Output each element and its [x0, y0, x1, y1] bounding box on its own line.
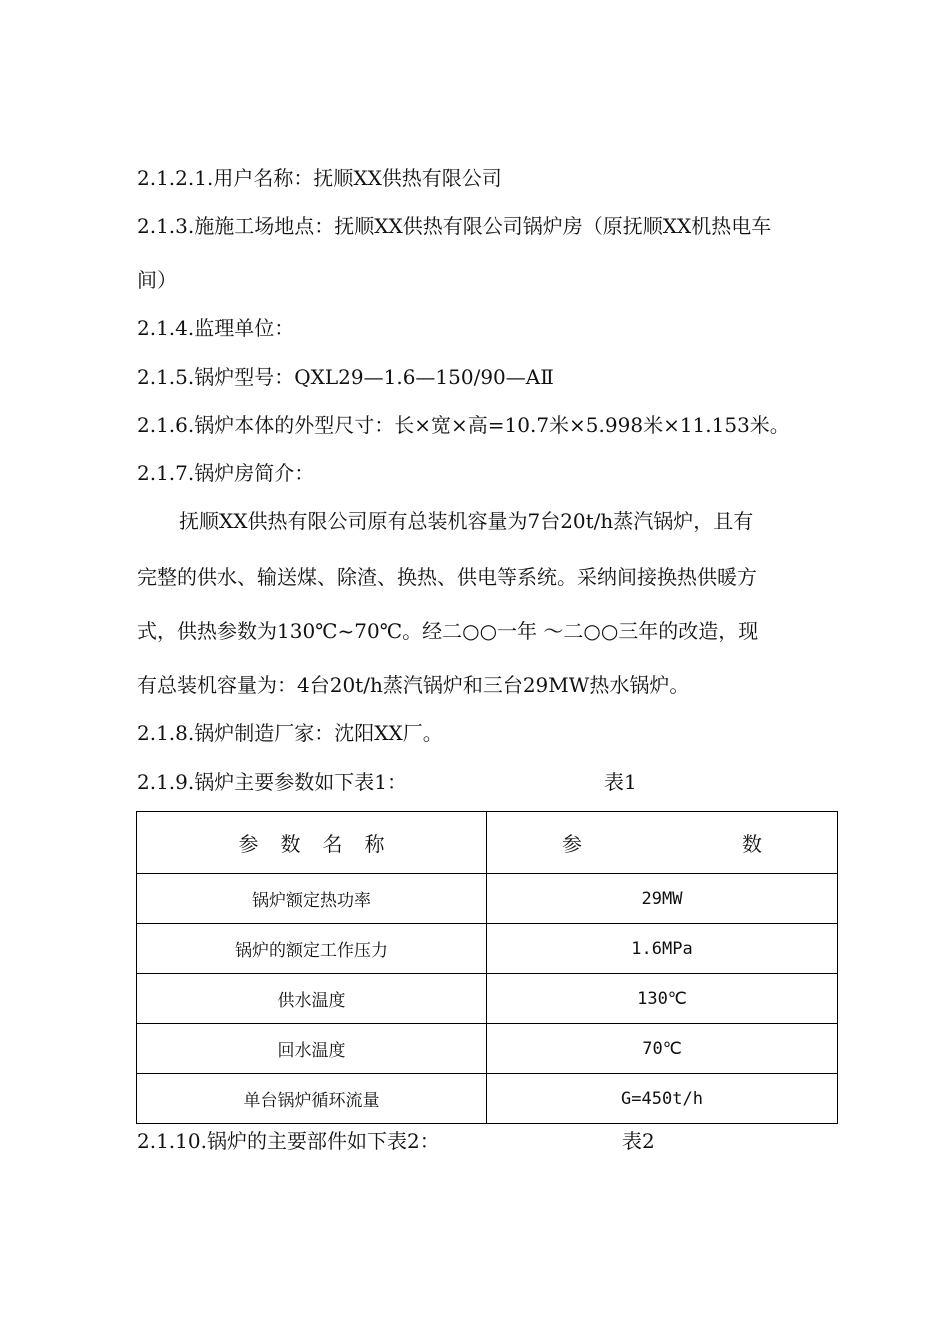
- intro-line-1: 抚顺XX供热有限公司原有总装机容量为7台20t/h蒸汽锅炉，且有: [179, 509, 754, 533]
- header-param-value: [487, 812, 838, 874]
- param-name-cell: 单台锅炉循环流量: [137, 1074, 487, 1124]
- param-value-cell: 130℃: [487, 974, 838, 1024]
- table-row: [137, 1074, 838, 1124]
- table1-caption: 2.1.9.锅炉主要参数如下表1：: [137, 770, 407, 794]
- table-row: [137, 1024, 838, 1074]
- table-row: [137, 924, 838, 974]
- supervisor-line: 2.1.4.监理单位：: [137, 316, 295, 340]
- intro-line-3: 式，供热参数为130℃~70℃。经二○○一年 ～二○○三年的改造，现: [137, 619, 759, 643]
- site-location-line: 2.1.3.施施工场地点：抚顺XX供热有限公司锅炉房（原抚顺XX机热电车: [137, 214, 772, 238]
- param-value-cell: 29MW: [487, 874, 838, 924]
- param-value-cell: 70℃: [487, 1024, 838, 1074]
- param-name-cell: 锅炉额定热功率: [137, 874, 487, 924]
- param-value-cell: G=450t/h: [487, 1074, 838, 1124]
- intro-line-2: 完整的供水、输送煤、除渣、换热、供电等系统。采纳间接换热供暖方: [137, 565, 757, 589]
- user-name-line: 2.1.2.1.用户名称：抚顺XX供热有限公司: [137, 166, 502, 190]
- table2-label: 表2: [622, 1129, 655, 1153]
- site-location-line-cont: 间）: [137, 268, 177, 292]
- boiler-dimensions-line: 2.1.6.锅炉本体的外型尺寸：长×宽×高=10.7米×5.998米×11.153米。: [137, 413, 790, 437]
- param-name-cell: 供水温度: [137, 974, 487, 1024]
- table-header-row: [137, 812, 838, 874]
- header-value-right: 数: [742, 832, 762, 856]
- header-value-left: 参: [562, 832, 582, 856]
- table-row: [137, 974, 838, 1024]
- manufacturer-line: 2.1.8.锅炉制造厂家：沈阳XX厂。: [137, 721, 443, 745]
- param-name-cell: 回水温度: [137, 1024, 487, 1074]
- table2-caption: 2.1.10.锅炉的主要部件如下表2：: [137, 1129, 440, 1153]
- intro-line-4: 有总装机容量为：4台20t/h蒸汽锅炉和三台29MW热水锅炉。: [137, 673, 690, 697]
- boiler-room-intro-heading: 2.1.7.锅炉房简介：: [137, 461, 315, 485]
- header-param-name: 参数名称: [137, 812, 487, 874]
- param-name-cell: 锅炉的额定工作压力: [137, 924, 487, 974]
- table-row: [137, 874, 838, 924]
- boiler-model-line: 2.1.5.锅炉型号：QXL29—1.6—150/90—AⅡ: [137, 365, 554, 389]
- param-value-cell: 1.6MPa: [487, 924, 838, 974]
- boiler-parameters-table: [136, 811, 838, 1124]
- table1-label: 表1: [604, 770, 637, 794]
